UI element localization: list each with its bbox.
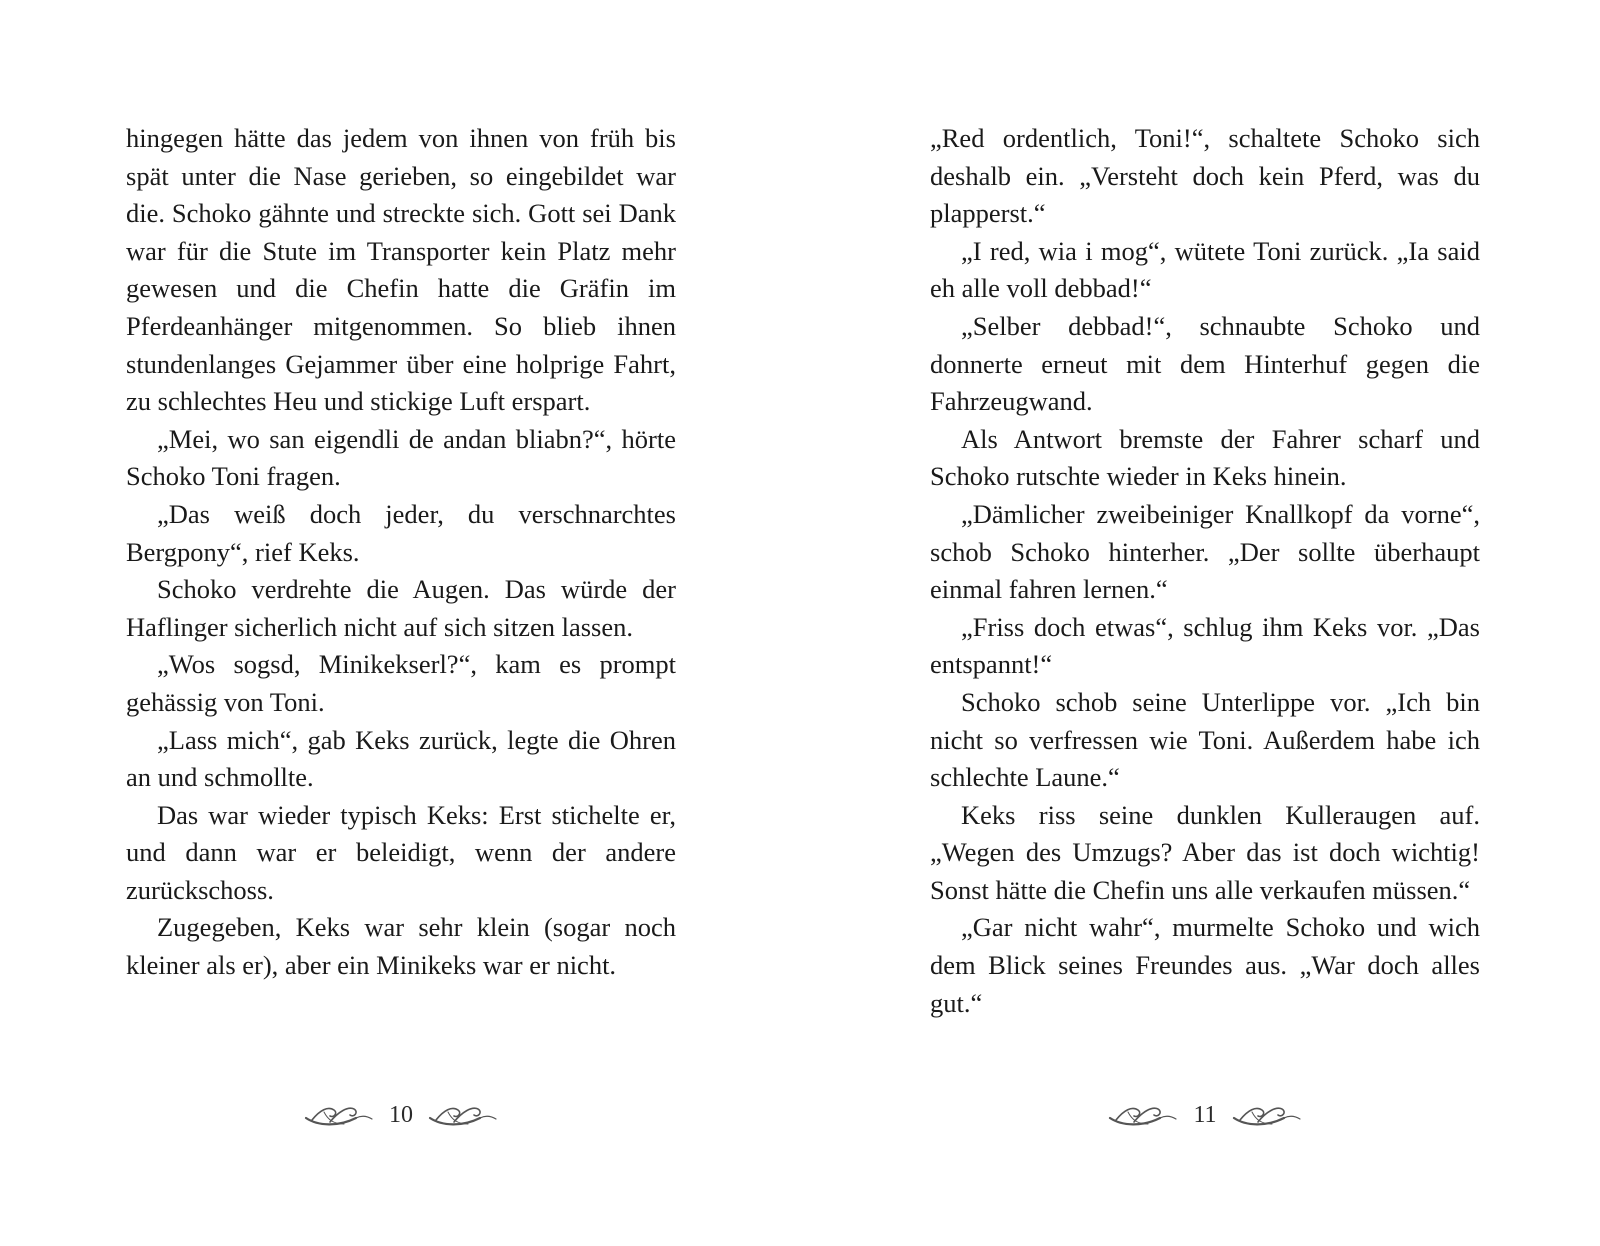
paragraph: Schoko schob seine Unterlippe vor. „Ich bin nicht so verfressen wie Toni. Außerdem habe ich schlechte Laune.“ [930, 686, 1480, 793]
paragraph: „Friss doch etwas“, schlug ihm Keks vor. „Das entspannt!“ [930, 611, 1480, 680]
paragraph: „Gar nicht wahr“, murmelte Schoko und wich dem Blick seines Freundes aus. „War doch alles gut.“ [930, 912, 1480, 1018]
paragraph: „Wos sogsd, Minikekserl?“, kam es prompt gehässig von Toni. [126, 649, 676, 717]
paragraph: „Red ordentlich, Toni!“, schaltete Schoko sich deshalb ein. „Versteht doch kein Pferd, was du plapperst.“ [930, 123, 1480, 229]
swirl-flourish-icon [304, 1100, 374, 1130]
left-page-footer [126, 1100, 676, 1130]
paragraph: „Dämlicher zweibeiniger Knallkopf da vorne“, schob Schoko hinterher. „Der sollte überhaupt einmal fahren lernen.“ [930, 498, 1480, 605]
paragraph: Schoko verdrehte die Augen. Das würde der Haflinger sicherlich nicht auf sich sitzen lassen. [126, 574, 676, 642]
paragraph: „I red, wia i mog“, wütete Toni zurück. „Ia said eh alle voll debbad!“ [930, 235, 1480, 304]
swirl-flourish-icon [428, 1100, 498, 1130]
paragraph: „Mei, wo san eigendli de andan bliabn?“, hörte Schoko Toni fragen. [126, 423, 676, 492]
paragraph: „Selber debbad!“, schnaubte Schoko und donnerte erneut mit dem Hinterhuf gegen die Fahrzeugwand. [930, 310, 1480, 417]
paragraph: Zugegeben, Keks war sehr klein (sogar noch kleiner als er), aber ein Minikeks war er nicht. [126, 912, 676, 981]
page-number: 10 [389, 1102, 413, 1128]
right-page-footer [930, 1100, 1480, 1130]
paragraph: Als Antwort bremste der Fahrer scharf und Schoko rutschte wieder in Keks hinein. [930, 423, 1480, 492]
paragraph: „Das weiß doch jeder, du verschnarchtes Bergpony“, rief Keks. [126, 498, 676, 567]
paragraph: Keks riss seine dunklen Kulleraugen auf. „Wegen des Umzugs? Aber das ist doch wichtig! Sonst hätte die Chefin uns alle verkaufen müssen.“ [930, 799, 1480, 905]
left-page-text [126, 120, 676, 985]
swirl-flourish-icon [1108, 1100, 1178, 1130]
paragraph: „Lass mich“, gab Keks zurück, legte die Ohren an und schmollte. [126, 724, 676, 793]
page-number: 11 [1193, 1102, 1217, 1128]
swirl-flourish-icon [1232, 1100, 1302, 1130]
paragraph: hingegen hätte das jedem von ihnen von früh bis spät unter die Nase gerieben, so eingebildet war die. Schoko gähnte und streckte sich. Gott sei Dank war für die Stute im Transporter kein Platz mehr gewesen und die Chefin hatte die Gräfin im Pferdeanhänger mitgenommen. So blieb ihnen stundenlanges Gejammer über eine holprige Fahrt, zu schlechtes Heu und stickige Luft erspart. [126, 123, 676, 417]
paragraph: Das war wieder typisch Keks: Erst stichelte er, und dann war er beleidigt, wenn der andere zurückschoss. [126, 799, 676, 905]
right-page-text [930, 120, 1480, 1022]
